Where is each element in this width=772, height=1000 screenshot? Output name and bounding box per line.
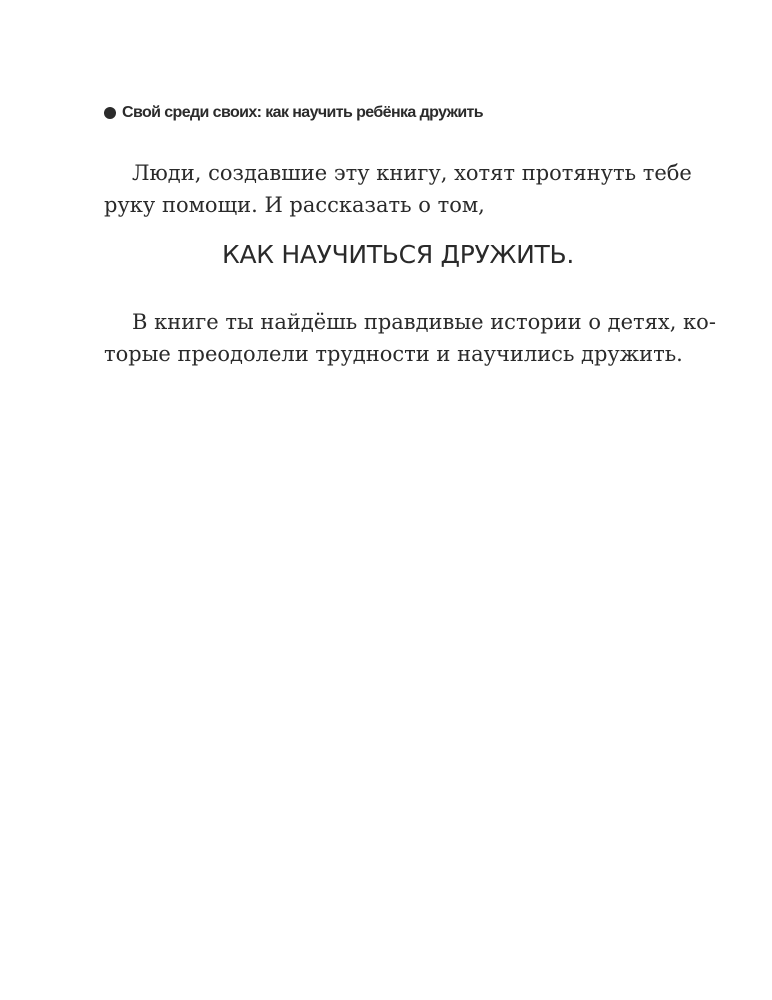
paragraph-line: Люди, создавшие эту книгу, хотят протянуть тебе	[132, 161, 692, 185]
running-header-text: Свой среди своих: как научить ребёнка дружить	[122, 104, 484, 121]
running-header	[104, 104, 483, 122]
paragraph-intro	[104, 157, 690, 221]
paragraph-stories	[104, 306, 716, 370]
paragraph-line: В книге ты найдёшь правдивые истории о детях, ко-	[132, 310, 716, 334]
paragraph-line: торые преодолели трудности и научились дружить.	[104, 342, 683, 366]
bullet-icon	[104, 107, 116, 119]
page-headline: КАК НАУЧИТЬСЯ ДРУЖИТЬ.	[222, 240, 574, 269]
paragraph-line: руку помощи. И рассказать о том,	[104, 193, 485, 217]
